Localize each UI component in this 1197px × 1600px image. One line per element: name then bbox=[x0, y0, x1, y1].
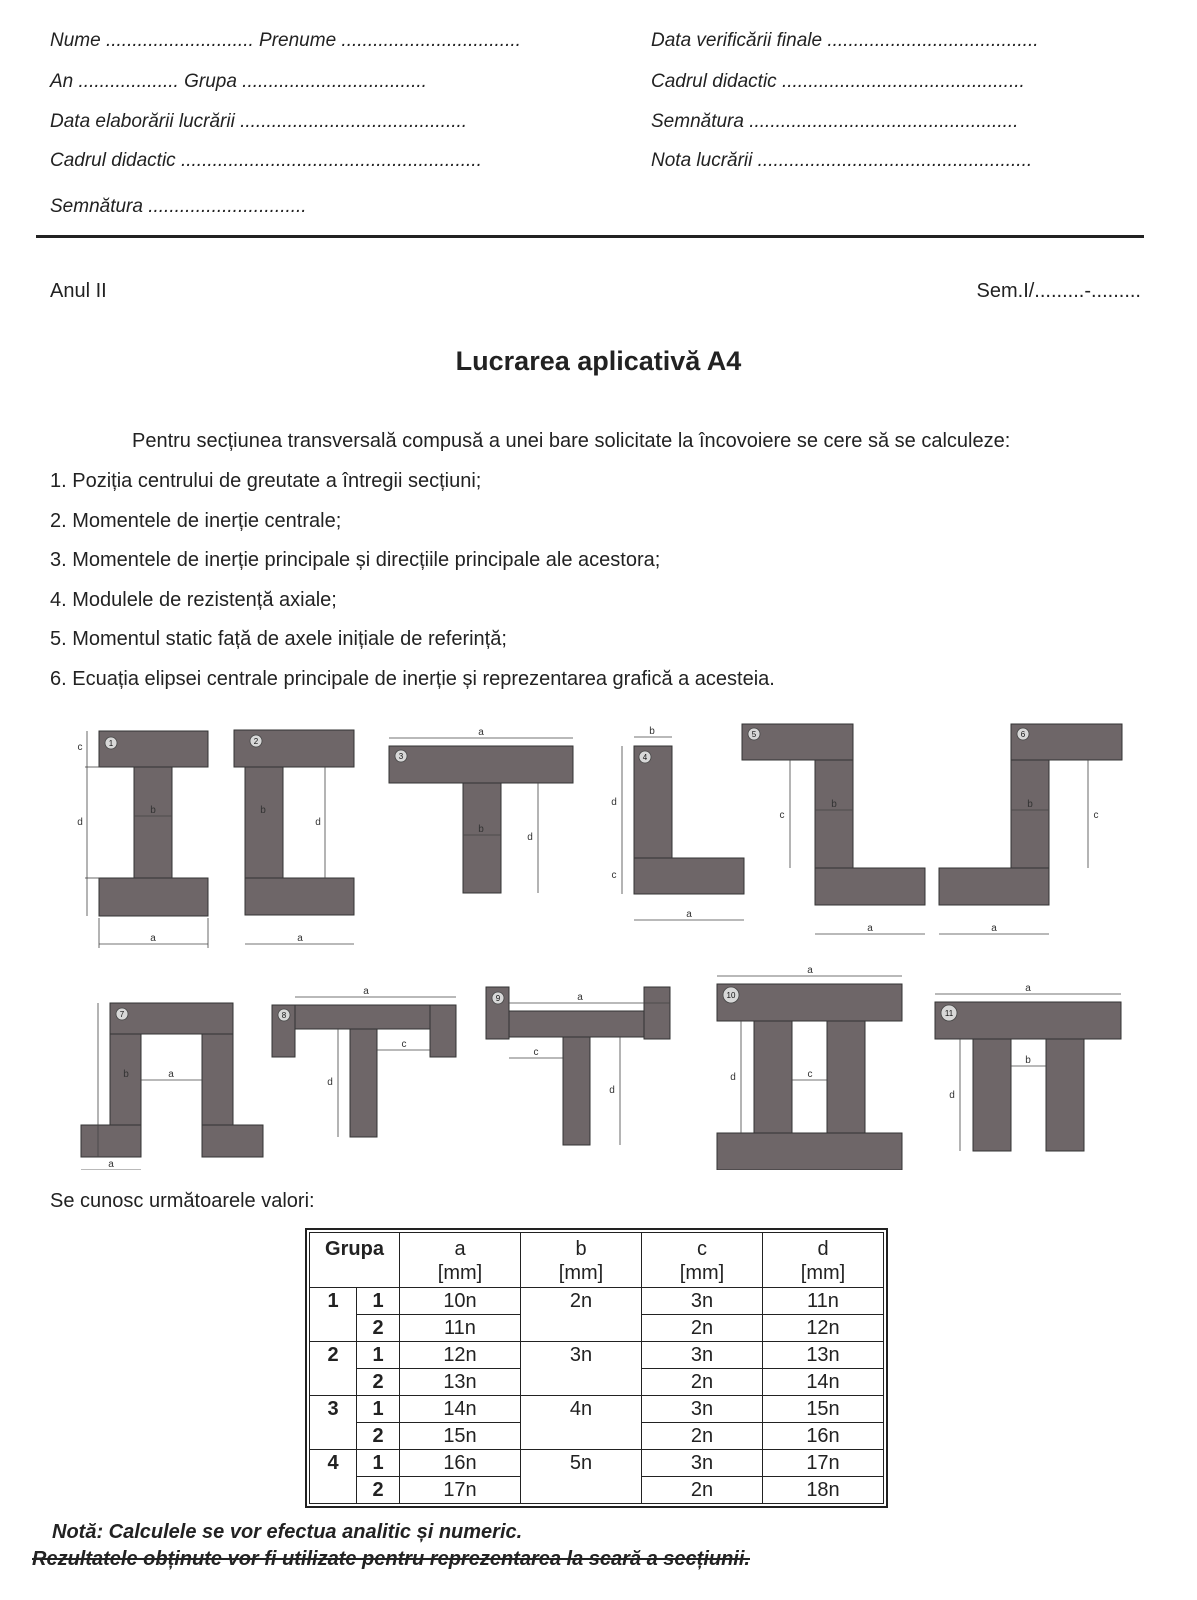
dim-label: d bbox=[315, 817, 321, 828]
requirement-5: 5. Momentul static față de axele inițiale de referință; bbox=[50, 628, 507, 650]
header-grupa: Grupa bbox=[310, 1233, 400, 1288]
header-d: d [mm] bbox=[763, 1233, 884, 1288]
known-values-label: Se cunosc următoarele valori: bbox=[50, 1190, 315, 1212]
dim-label: d bbox=[609, 1085, 615, 1096]
intro-text: Pentru secțiunea transversală compusă a unei bare solicitate la încovoiere se cere să se calculeze: bbox=[132, 430, 1011, 452]
table-row: 1 1 10n 2n 3n 11n bbox=[310, 1288, 884, 1315]
table-row: 3 1 14n 4n 3n 15n bbox=[310, 1396, 884, 1423]
grade-field: Nota lucrării .................................................... bbox=[651, 150, 1033, 171]
requirement-6: 6. Ecuația elipsei centrale principale de inerție și reprezentarea grafică a acesteia. bbox=[50, 668, 775, 690]
requirement-3: 3. Momentele de inerție principale și direcțiile principale ale acestora; bbox=[50, 549, 661, 571]
dim-label: a bbox=[991, 923, 997, 934]
dim-label: c bbox=[77, 742, 83, 753]
dim-label: b bbox=[649, 726, 655, 737]
dim-label: d bbox=[327, 1077, 333, 1088]
dim-label: a bbox=[867, 923, 873, 934]
dim-label: a bbox=[478, 727, 484, 738]
dim-label: a bbox=[363, 986, 369, 997]
fig-number-10: 10 bbox=[726, 991, 736, 1000]
section-2 bbox=[234, 730, 354, 915]
header-c: c [mm] bbox=[642, 1233, 763, 1288]
dim-label: a bbox=[577, 992, 583, 1003]
fig-number-8: 8 bbox=[281, 1011, 287, 1020]
dim-label: d bbox=[949, 1090, 955, 1101]
dim-label: a bbox=[168, 1069, 174, 1080]
section-1 bbox=[99, 731, 208, 916]
table-row: 4 1 16n 5n 3n 17n bbox=[310, 1450, 884, 1477]
table-row: 2 11n 2n 12n bbox=[310, 1315, 884, 1342]
dim-label: b bbox=[1025, 1055, 1031, 1066]
note-1: Notă: Calculele se vor efectua analitic și numeric. bbox=[52, 1521, 523, 1543]
signature-field: Semnătura .............................. bbox=[50, 196, 307, 217]
section-5 bbox=[742, 724, 925, 905]
fig-number-11: 11 bbox=[944, 1009, 954, 1018]
fig-number-9: 9 bbox=[495, 994, 501, 1003]
fig-number-1: 1 bbox=[108, 739, 114, 748]
dim-label: a bbox=[686, 909, 692, 920]
year-label: Anul II bbox=[50, 280, 107, 302]
fig-number-6: 6 bbox=[1020, 730, 1026, 739]
teacher-field: Cadrul didactic ......................................................... bbox=[50, 150, 482, 171]
dim-label: d bbox=[730, 1072, 736, 1083]
fig-number-5: 5 bbox=[751, 730, 757, 739]
requirement-2: 2. Momentele de inerție centrale; bbox=[50, 510, 342, 532]
signature-right-field: Semnătura ................................................... bbox=[651, 111, 1019, 132]
header-divider bbox=[36, 235, 1144, 238]
dim-label: b bbox=[150, 805, 156, 816]
dim-label: b bbox=[1027, 799, 1033, 810]
section-9 bbox=[486, 987, 670, 1145]
dim-label: b bbox=[260, 805, 266, 816]
fig-number-2: 2 bbox=[253, 737, 259, 746]
table-row: 2 17n 2n 18n bbox=[310, 1477, 884, 1504]
dim-label: a bbox=[297, 933, 303, 944]
dim-label: b bbox=[831, 799, 837, 810]
table-row: 2 1 12n 3n 3n 13n bbox=[310, 1342, 884, 1369]
header-a: a [mm] bbox=[400, 1233, 521, 1288]
name-field: Nume ............................ Prenume .................................. bbox=[50, 30, 521, 51]
dim-label: c bbox=[401, 1039, 407, 1050]
semester-label: Sem.I/.........-......... bbox=[976, 280, 1141, 302]
dim-label: a bbox=[108, 1159, 114, 1170]
dim-label: d bbox=[611, 797, 617, 808]
page-title: Lucrarea aplicativă A4 bbox=[455, 346, 742, 376]
requirement-4: 4. Modulele de rezistență axiale; bbox=[50, 589, 337, 611]
fig-number-4: 4 bbox=[642, 753, 648, 762]
header-b: b [mm] bbox=[521, 1233, 642, 1288]
requirement-1: 1. Poziția centrului de greutate a întregii secțiuni; bbox=[50, 470, 482, 492]
teacher-right-field: Cadrul didactic .............................................. bbox=[651, 71, 1025, 92]
dim-label: a bbox=[150, 933, 156, 944]
dim-label: c bbox=[611, 870, 617, 881]
dim-label: d bbox=[527, 832, 533, 843]
values-table bbox=[305, 1228, 888, 1508]
dim-label: b bbox=[478, 824, 484, 835]
section-11 bbox=[935, 1002, 1121, 1151]
section-8 bbox=[272, 1005, 456, 1137]
final-check-date-field: Data verificării finale ........................................ bbox=[651, 30, 1039, 51]
dim-label: b bbox=[123, 1069, 129, 1080]
section-3 bbox=[389, 746, 573, 893]
cross-section-figures bbox=[0, 700, 1197, 1170]
dim-label: a bbox=[807, 965, 813, 976]
year-group-field: An ................... Grupa ................................... bbox=[50, 71, 427, 92]
table-row: 2 13n 2n 14n bbox=[310, 1369, 884, 1396]
dim-label: c bbox=[779, 810, 785, 821]
dim-label: c bbox=[807, 1069, 813, 1080]
dim-label: c bbox=[533, 1047, 539, 1058]
elaboration-date-field: Data elaborării lucrării ........................................... bbox=[50, 111, 468, 132]
table-header-row bbox=[310, 1233, 884, 1288]
fig-number-7: 7 bbox=[119, 1010, 125, 1019]
dim-label: c bbox=[1093, 810, 1099, 821]
table-row: 2 15n 2n 16n bbox=[310, 1423, 884, 1450]
dim-label: d bbox=[77, 817, 83, 828]
section-4 bbox=[634, 746, 744, 894]
fig-number-3: 3 bbox=[398, 752, 404, 761]
note-2: Rezultatele obținute vor fi utilizate pentru reprezentarea la scară a secțiunii. bbox=[32, 1548, 750, 1570]
dim-label: a bbox=[1025, 983, 1031, 994]
